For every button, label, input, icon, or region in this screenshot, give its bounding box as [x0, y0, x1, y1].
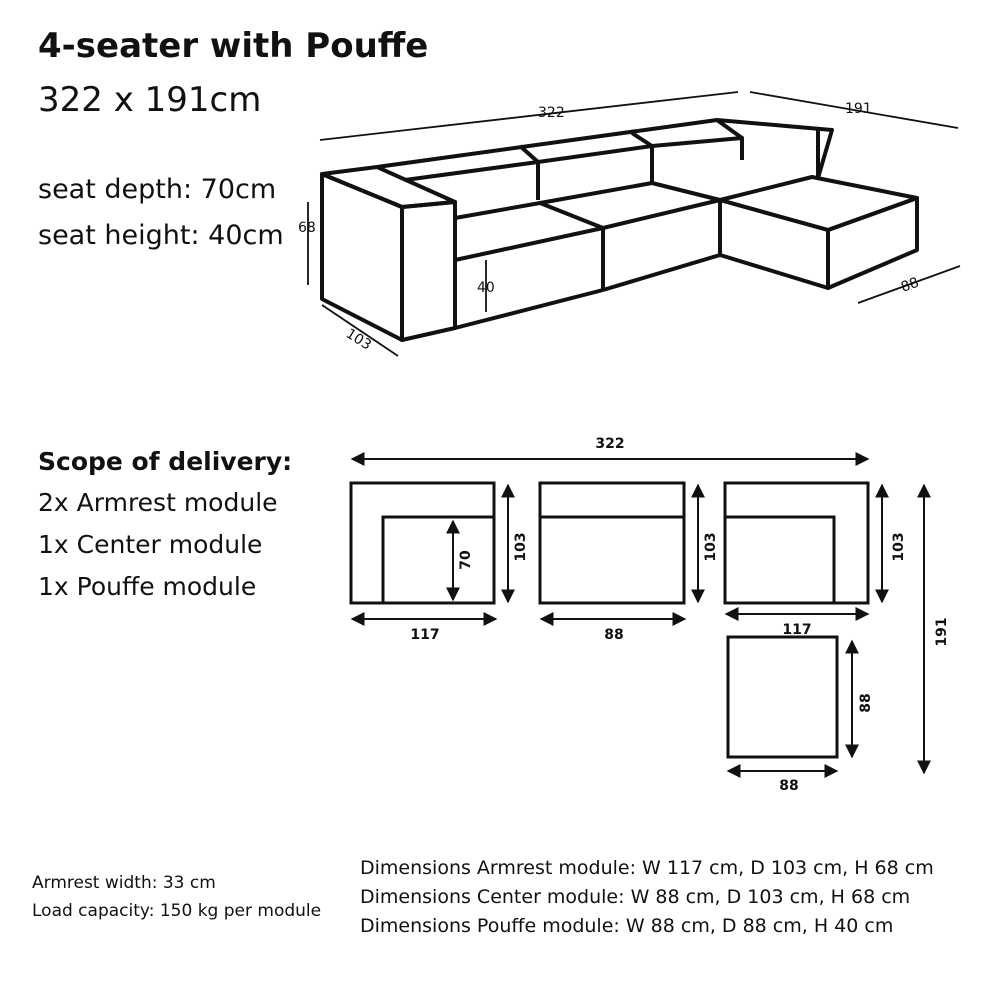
plan-armrest-left-seat-label: 70 [458, 550, 474, 570]
scope-title: Scope of delivery: [38, 447, 293, 476]
left-armrest-top [322, 167, 455, 207]
armrest-dimensions-text: Dimensions Armrest module: W 117 cm, D 103 cm, H 68 cm [360, 857, 934, 879]
plan-armrest-left-width-label: 117 [410, 627, 440, 643]
seat-height-text: seat height: 40cm [38, 220, 284, 251]
plan-total-width-label: 322 [595, 436, 625, 452]
pouffe-top [720, 177, 917, 230]
isometric-sofa [322, 120, 917, 340]
plan-armrest-right-depth-label: 103 [891, 532, 907, 562]
pouffe-dimensions-text: Dimensions Pouffe module: W 88 cm, D 88 cm, H 40 cm [360, 915, 894, 937]
plan-armrest-left-depth-label: 103 [513, 532, 529, 562]
armrest-width-note: Armrest width: 33 cm [32, 873, 216, 893]
backrest-front [405, 138, 742, 180]
seat-depth-text: seat depth: 70cm [38, 174, 277, 205]
page-subtitle: 322 x 191cm [38, 80, 262, 120]
center-dimensions-text: Dimensions Center module: W 88 cm, D 103 cm, H 68 cm [360, 886, 911, 908]
scope-item: 1x Pouffe module [38, 572, 257, 601]
plan-pouffe-width-label: 88 [779, 778, 799, 794]
iso-height-label: 68 [298, 220, 316, 236]
scope-item: 1x Center module [38, 530, 263, 559]
plan-center-module [540, 483, 698, 619]
plan-armrest-right-width-label: 117 [782, 622, 812, 638]
plan-armrest-left [351, 483, 508, 619]
plan-pouffe-depth-label: 88 [858, 693, 874, 713]
plan-armrest-right [725, 483, 882, 614]
page-title: 4-seater with Pouffe [38, 26, 429, 66]
scope-item: 2x Armrest module [38, 488, 278, 517]
iso-seat-label: 40 [477, 280, 495, 296]
left-armrest-front [322, 174, 402, 340]
iso-pouffe-label: 88 [898, 274, 922, 296]
plan-pouffe-module [728, 637, 852, 771]
plan-center-width-label: 88 [604, 627, 624, 643]
load-capacity-note: Load capacity: 150 kg per module [32, 901, 322, 921]
seat-front-edge [455, 200, 720, 228]
iso-side-label: 191 [845, 101, 872, 117]
iso-depth-label: 103 [342, 325, 375, 354]
pouffe-front [720, 200, 828, 288]
left-armrest-side [402, 202, 455, 340]
plan-total-depth-label: 191 [934, 617, 950, 647]
pouffe-side [828, 198, 917, 288]
plan-center-depth-label: 103 [703, 532, 719, 562]
backrest-top [377, 120, 832, 178]
iso-length-label: 322 [538, 105, 565, 121]
plan-view [351, 459, 924, 773]
